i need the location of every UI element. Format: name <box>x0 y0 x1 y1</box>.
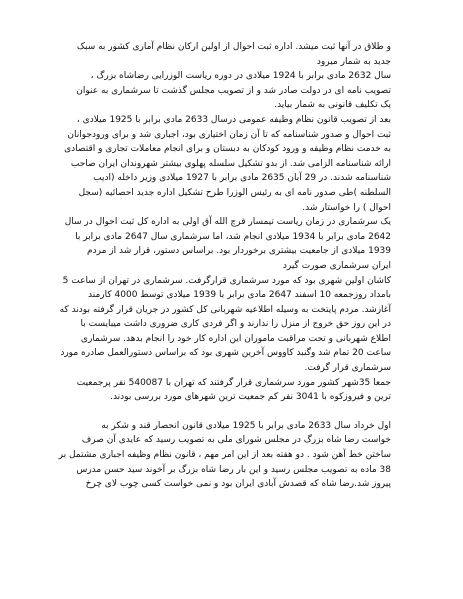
paragraph <box>58 419 391 492</box>
text-line: و طلاق در آنها ثبت میشد. اداره ثبت احوال از اولین ارکان نظام آماری کشور به سبک <box>76 42 391 52</box>
paragraph <box>64 113 391 215</box>
text-line: ترین و فیروزکوه با 3041 نفر کم جمعیت ترین شهرهای مورد بررسی بودند. <box>110 392 391 403</box>
text-line: 1939 میلادی از جامعیت بیشتری برخوردار بود. براساس دستور، قرار شد از مردم <box>87 246 391 257</box>
text-line: کاشان اولین شهری بود که مورد سرشماری قرارگرفت. سرشماری در تهران از ساعت 5 <box>62 275 391 286</box>
text-line: سال 2632 مادی برابر با 1924 میلادی در دوره ریاست الوزرایی رضاشاه بزرگ ، <box>90 71 391 82</box>
text-line: یک سرشماری در زمان ریاست تیمسار قرچ الله آق اولی به اداره کل ثبت احوال در سال <box>64 217 391 228</box>
text-line: بامداد روزجمعه 10 اسفند 2647 مادی برابر با 1939 میلادی توسط 4000 کارمند <box>88 290 391 301</box>
text-line: السلطنه )طی صدور نامه ای به رئیس الوزرا طرح تشکیل اداره جدید احصائیه (سجل <box>78 187 391 198</box>
text-line: 38 ماده به تصویب مجلس رسید و این بار رضا شاه بزرگ بر آخوند سید حسن مدرس <box>76 464 391 475</box>
text-line: سرشماری قرار گرفت. <box>304 363 391 374</box>
text-line: در این روز حق خروج از منزل را ندارند و اگر فردی کاری ضروری داشت میبایست با <box>80 319 391 330</box>
paragraph <box>64 215 391 273</box>
text-line: به خدمت نظام وظیفه و ورود کودکان به دبستان و برای انجام معاملات تجاری و اقتصادی <box>64 144 391 155</box>
text-line: ارائه شناسنامه الزامی شد. از بدو تشکیل سلسله پهلوی بیشتر شهروندان ایران صاحب <box>70 158 391 169</box>
text-line: ایران سرشماری صورت گیرد <box>282 260 391 271</box>
text-line: ساختن خط آهن شود . دو هفته بعد از این امر مهم ، قانون نظام وظیفه اجباری مشتمل بر <box>58 450 391 461</box>
text-line: خواست رضا شاه بزرگ در مجلس شورای ملی به تصویب رسید که عایدی آن صرف <box>81 435 391 446</box>
text-line: تصویب نامه ای در دولت صادر شد و از تصویب مجلس گذشت تا سرشماری به عنوان <box>76 85 391 96</box>
text-line: آغازشد. مردم پایتخت به وسیله اطلاعیه شهربانی کل کشور در جریان قرار گرفته بودند که <box>59 304 391 315</box>
text-line: پیروز شد.رضا شاه که قصدش آبادی ایران بود و نمی خواست کسی چوب لای چرخ <box>85 479 391 490</box>
paragraph-spacer <box>68 405 391 419</box>
paragraph <box>68 40 391 113</box>
document-body <box>58 40 391 492</box>
text-line: جمعا 35شهر کشور مورد سرشماری قرار گرفتند که تهران با 540087 نفر پرجمعیت <box>76 377 391 388</box>
text-line: احوال ) را خواستار شد. <box>302 202 391 213</box>
paragraph <box>68 376 391 405</box>
text-line: جدید به شمار میرود <box>316 56 391 67</box>
text-line: بعد از تصویب قانون نظام وظیفه عمومی درسال 2633 مادی برابر با 1925 میلادی ، <box>76 114 391 125</box>
text-line: شناسنامه شدند. در 29 آبان 2635 مادی برابر با 1927 میلادی وزیر داخله (ادیب <box>93 173 391 184</box>
text-line: یک تکلیف قانونی به شمار بیاید. <box>274 100 391 111</box>
text-line: اطلاع شهربانی و تحت مراقبت ماموران این اداره کار خود را انجام بدهد. سرشماری <box>80 333 391 344</box>
text-line: 2642 مادی برابر با 1934 میلادی انجام شد، اما سرشماری سال 2647 مادی برابر با <box>75 231 391 242</box>
text-line: ثبت احوال و صدور شناسنامه که تا آن زمان اختیاری بود، اجباری شد و برای ورودجوانان <box>67 129 391 140</box>
paragraph <box>59 274 391 376</box>
text-line: ساعت 20 تمام شد وگنبد کاووس آخرین شهری بود که براساس دستورالعمل صادره مورد <box>60 348 391 359</box>
text-line: اول خرداد سال 2633 مادی برابر با 1925 میلادی قانون انحصار قند و شکر به <box>101 420 391 431</box>
